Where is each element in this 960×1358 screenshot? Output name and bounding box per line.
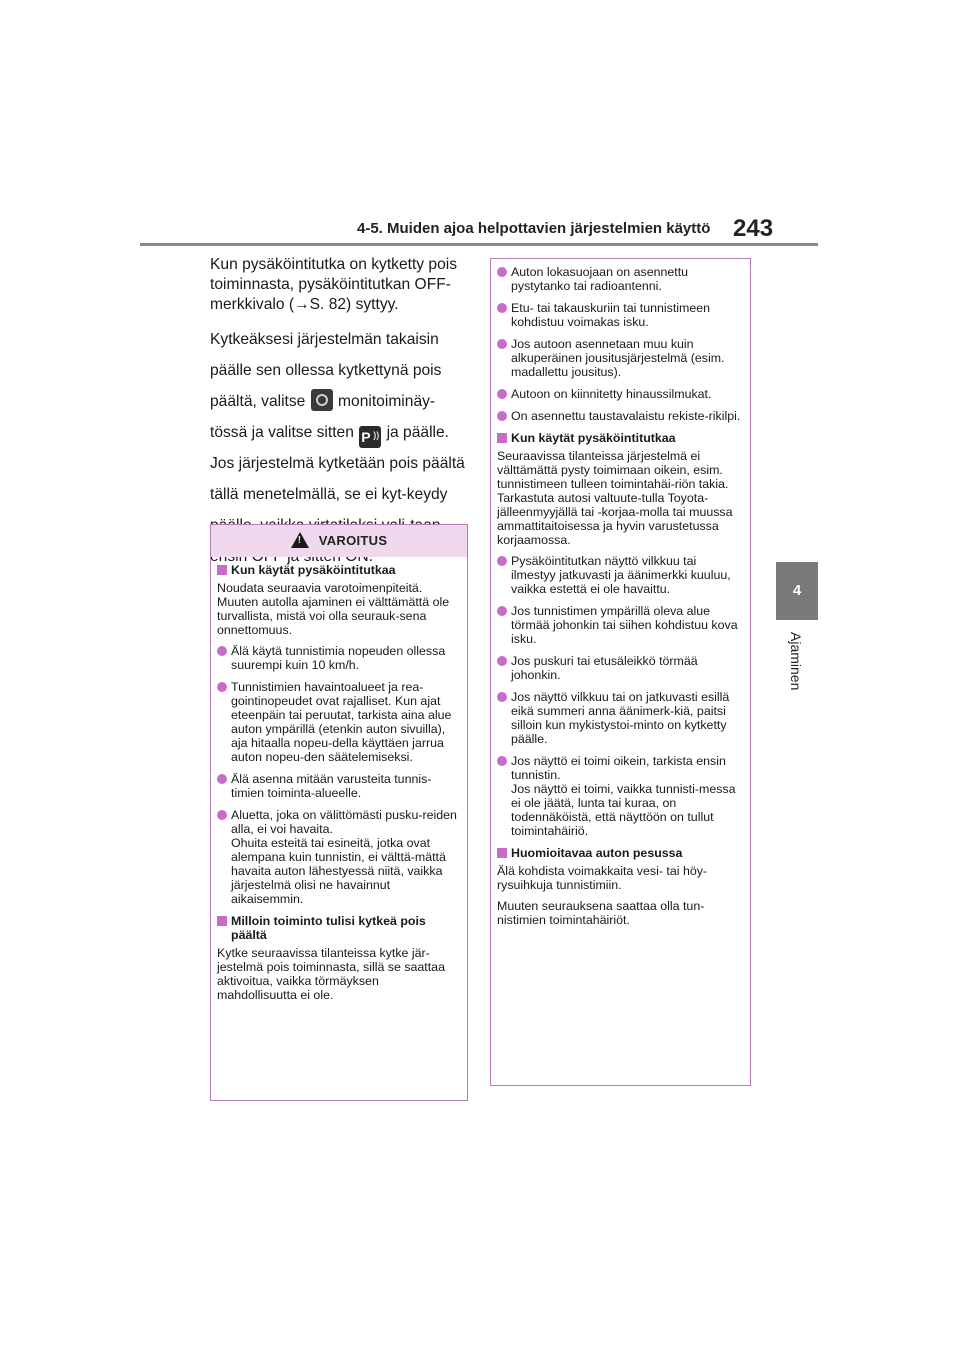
warning-triangle-icon: [291, 532, 309, 548]
warning-box: [210, 524, 468, 1101]
intro-p2-part-a: Kytkeäksesi järjestelmän takaisin päälle sen ollessa kytkettynä pois päältä, valitse: [210, 331, 442, 410]
settings-gear-icon: [311, 389, 333, 411]
list-item: Auton lokasuojaan on asennettu pystytanko tai radioantenni.: [497, 265, 744, 293]
section-title: 4-5. Muiden ajoa helpottavien järjestelmien käyttö: [357, 220, 711, 237]
warning-section-text-2: Kytke seuraavissa tilanteissa kytke jär-jestelmä pois toiminnasta, sillä se saattaa aktivoitua, vaikka törmäyksen mahdollisuutta ei ole.: [217, 946, 445, 1002]
intro-paragraph-1: Kun pysäköintitutka on kytketty pois toiminnasta, pysäköintitutkan OFF-merkkivalo (→S. 82) syttyy.: [210, 256, 458, 313]
section-text-4a: Älä kohdista voimakkaita vesi- tai höy-rysuihkuja tunnistimiin.: [497, 864, 708, 892]
intro-paragraph-2: [210, 324, 472, 448]
warning-title: VAROITUS: [318, 533, 388, 548]
warning-section-head-1: Kun käytät pysäköintitutkaa: [217, 563, 461, 577]
list-item: Jos autoon asennetaan muu kuin alkuperäinen jousitusjärjestelmä (esim. madallettu jousitus).: [497, 337, 744, 379]
warning-section-text-1: Noudata seuraavia varotoimenpiteitä. Muuten autolla ajaminen ei välttämättä ole turvallista, mistä voi olla seurauk-sena onnettomuus.: [217, 581, 450, 637]
intro-paragraph-3: Jos järjestelmä kytketään pois päältä tällä menetelmällä, se ei kyt-keydy: [210, 455, 465, 503]
warning-bullet: Tunnistimien havaintoalueet ja rea-gointinopeudet ovat rajalliset. Kun ajat eteenpäin tai peruutat, tarkista aina alue auton ympärillä (etenkin auton sivuilla), aja hitaalla nopeu-della käyttäen jarrua auton nopeu-den säätelemiseksi.: [217, 680, 461, 764]
warning-continued-box: [490, 258, 751, 1086]
chapter-name: Ajaminen: [788, 632, 804, 691]
list-item: Jos tunnistimen ympärillä oleva alue törmää johonkin tai siihen kohdistuu kova isku.: [497, 604, 744, 646]
section-text-3: Seuraavissa tilanteissa järjestelmä ei välttämättä pysty toimimaan oikein, esim. tunnistimeen tulleen toimintahäi-riön takia. Tarkastuta autosi valtuute-tulla Toyota-jälleenmyyjällä tai -korjaa-molla tai muussa ammattitaitoisessa ja hyvin varustetussa korjaamossa.: [497, 449, 733, 547]
warning-body: [211, 557, 467, 1002]
continued-body: [491, 259, 750, 927]
intro-p2-part-c: ja päälle.: [386, 424, 449, 441]
section-head-3: Kun käytät pysäköintitutkaa: [497, 431, 744, 445]
parking-sensor-icon: P )): [359, 426, 381, 448]
chapter-label: [786, 632, 808, 702]
header-rule: [140, 243, 818, 246]
chapter-tab: 4: [776, 562, 818, 620]
intro-p2-part-b: monitoiminäy-tössä ja valitse sitten: [210, 393, 436, 441]
list-item: Etu- tai takauskuriin tai tunnistimeen kohdistuu voimakas isku.: [497, 301, 744, 329]
warning-bullet: Älä käytä tunnistimia nopeuden ollessa suurempi kuin 10 km/h.: [217, 644, 461, 672]
list-item: Jos näyttö vilkkuu tai on jatkuvasti esillä eikä summeri anna äänimerk-kiä, paitsi silloin kun mykistystoi-minto on kytketty päälle.: [497, 690, 744, 746]
list-item: Pysäköintitutkan näyttö vilkkuu tai ilmestyy jatkuvasti ja äänimerkki kuuluu, vaikka estettä ei ole havaittu.: [497, 554, 744, 596]
section-head-4: Huomioitavaa auton pesussa: [497, 846, 744, 860]
warning-bullet: Aluetta, joka on välittömästi pusku-reiden alla, ei voi havaita. Ohuita esteitä tai esineitä, jotka ovat alempana kuin tunnistin, ei välttä-mättä havaita auton lähestyessä niitä, vaikka järjestelmä olisi ne havainnut aikaisemmin.: [217, 808, 461, 906]
warning-section-head-2: Milloin toiminto tulisi kytkeä pois päältä: [217, 914, 461, 942]
page-number: 243: [733, 215, 774, 242]
list-item: Jos puskuri tai etusäleikkö törmää johonkin.: [497, 654, 744, 682]
list-item: Autoon on kiinnitetty hinaussilmukat.: [497, 387, 744, 401]
warning-header: [211, 525, 467, 557]
warning-bullet: Älä asenna mitään varusteita tunnis-timien toiminta-alueelle.: [217, 772, 461, 800]
list-item: Jos näyttö ei toimi oikein, tarkista ensin tunnistin. Jos näyttö ei toimi, vaikka tunnisti-messa ei ole jäätä, lunta tai kuraa, on todennäköistä, että näyttöön on tullut toimintahäiriö.: [497, 754, 744, 838]
list-item: On asennettu taustavalaistu rekiste-rikilpi.: [497, 409, 744, 423]
section-text-4b: Muuten seurauksena saattaa olla tun-nistimien toimintahäiriöt.: [497, 899, 705, 927]
